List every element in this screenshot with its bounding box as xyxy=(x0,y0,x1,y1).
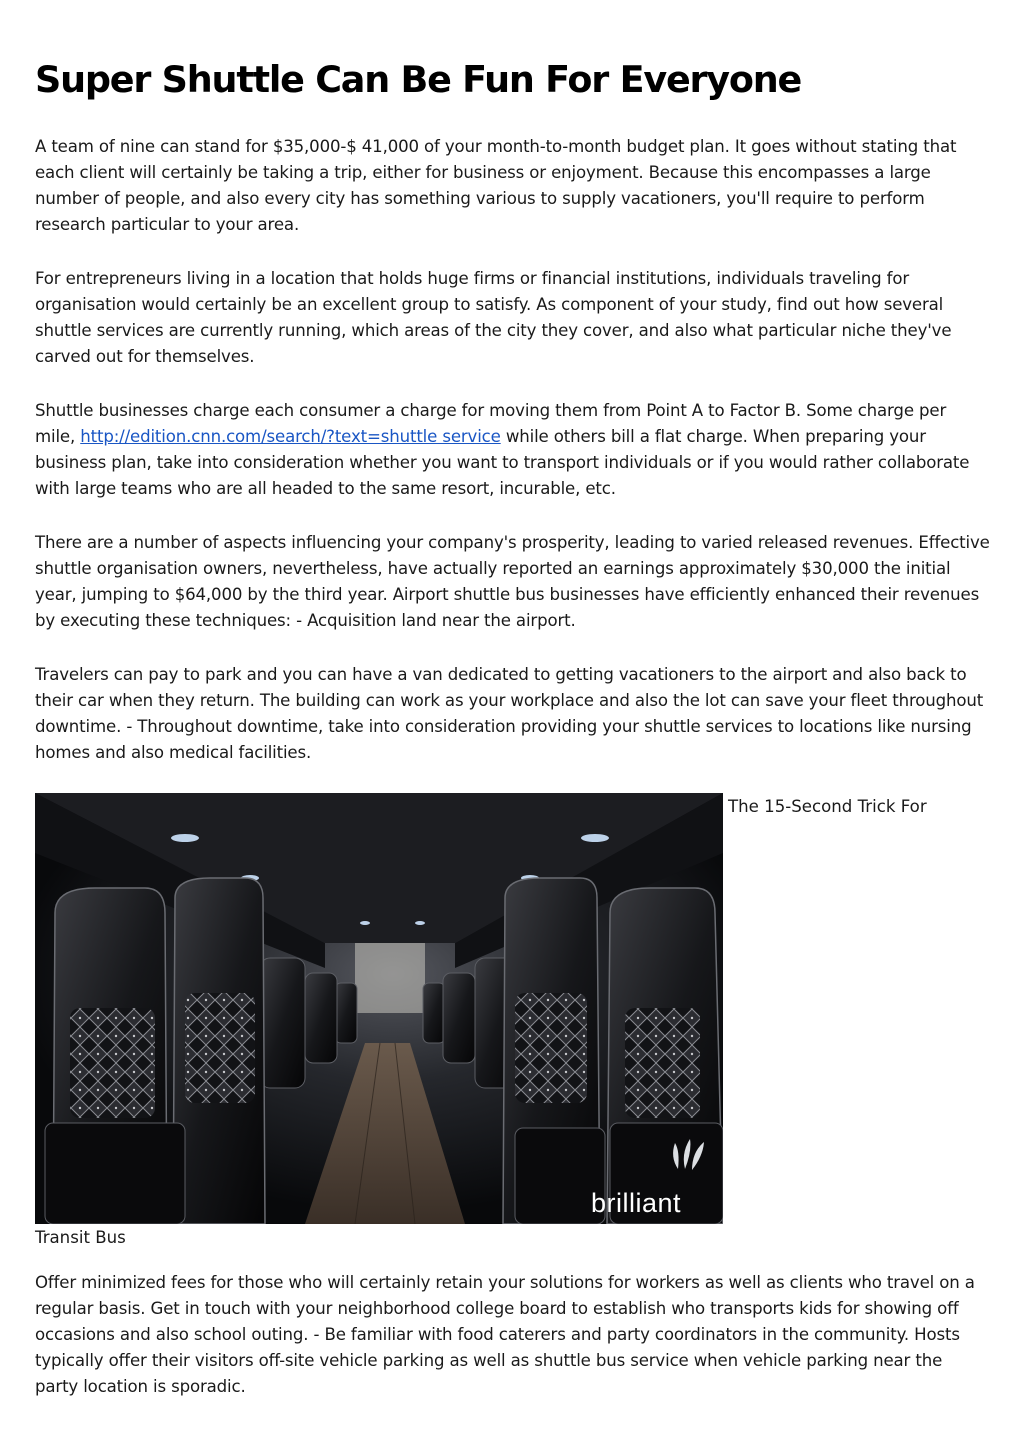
paragraph-3-text-after: while others bill a flat charge. When preparing your business plan, take into consideration whether you want to transport individuals or if you would rather collaborate with large teams who are all headed to the same resort, incurable, etc. xyxy=(35,427,970,498)
paragraph-6: Offer minimized fees for those who will certainly retain your solutions for workers as well as clients who travel on a regular basis. Get in touch with your neighborhood college board to establish who transports kids for showing off occasions and also school outing. - Be familiar with food caterers and party coordinators in the community. Hosts typically offer their visitors off-site vehicle parking as well as shuttle bus service when vehicle parking near the party location is sporadic. xyxy=(35,1273,975,1396)
page-title: Super Shuttle Can Be Fun For Everyone xyxy=(35,58,802,101)
bus-interior-illustration xyxy=(35,793,723,1224)
image-side-caption: The 15-Second Trick For xyxy=(728,797,927,816)
bus-interior-image xyxy=(35,793,723,1224)
cnn-search-link[interactable]: http://edition.cnn.com/search/?text=shuttle service xyxy=(80,427,501,446)
paragraph-1: A team of nine can stand for $35,000-$ 41,000 of your month-to-month budget plan. It goes without stating that each client will certainly be taking a trip, either for business or enjoyment. Because this encompasses a large number of people, and also every city has something various to supply vacationers, you'll require to perform research particular to your area. xyxy=(35,137,957,234)
paragraph-2: For entrepreneurs living in a location that holds huge firms or financial institutions, individuals traveling for organisation would certainly be an excellent group to satisfy. As component of your study, find out how several shuttle services are currently running, which areas of the city they cover, and also what particular niche they've carved out for themselves. xyxy=(35,269,952,366)
paragraph-5: Travelers can pay to park and you can have a van dedicated to getting vacationers to the airport and also back to their car when they return. The building can work as your workplace and also the lot can save your fleet throughout downtime. - Throughout downtime, take into consideration providing your shuttle services to locations like nursing homes and also medical facilities. xyxy=(35,665,984,762)
brilliant-logo: brilliant xyxy=(591,1188,682,1218)
paragraph-4: There are a number of aspects influencing your company's prosperity, leading to varied released revenues. Effective shuttle organisation owners, nevertheless, have actually reported an earnings approximately $30,000 the initial year, jumping to $64,000 by the third year. Airport shuttle bus businesses have efficiently enhanced their revenues by executing these techniques: - Acquisition land near the airport. xyxy=(35,533,990,630)
paragraph-3-text-before: Shuttle businesses charge each consumer a charge for moving them from Point A to Factor B. Some charge per mile, xyxy=(35,401,947,446)
image-below-caption: Transit Bus xyxy=(35,1228,126,1247)
paragraph-3 xyxy=(35,398,990,502)
